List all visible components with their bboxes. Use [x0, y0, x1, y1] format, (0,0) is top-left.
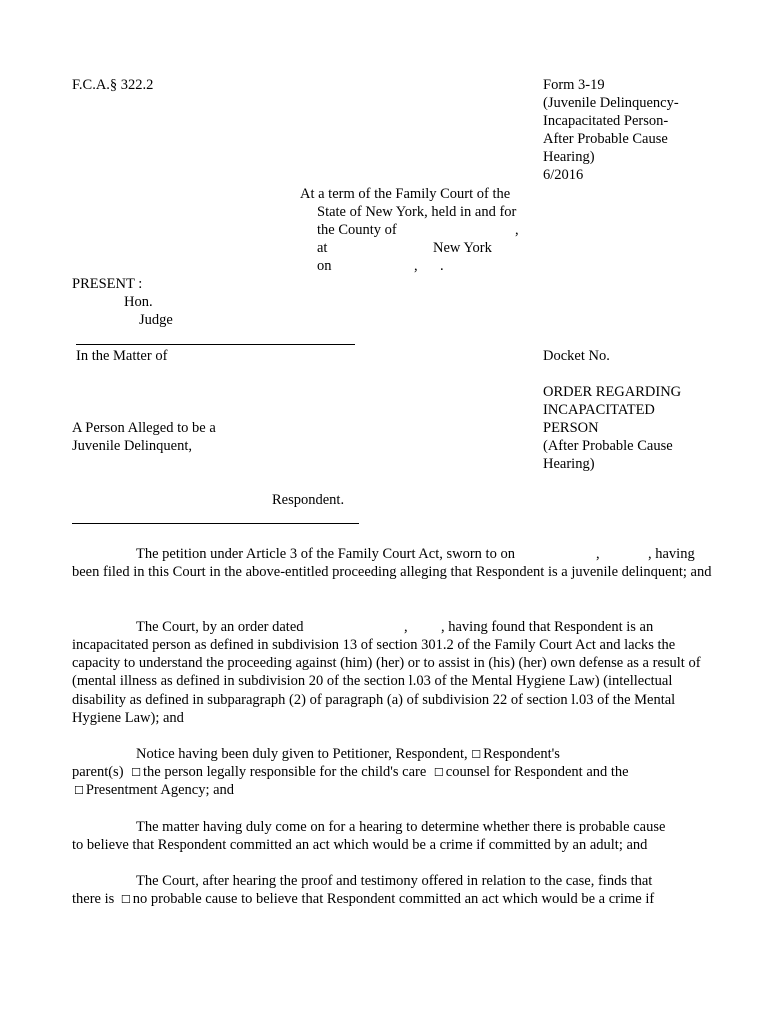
notice-line	[74, 781, 234, 800]
form-date: 6/2016	[543, 167, 584, 183]
statute-reference: F.C.A.§ 322.2	[72, 77, 154, 93]
form-description-line: Incapacitated Person-	[543, 113, 669, 129]
order-title-line: (After Probable Cause	[543, 438, 673, 454]
respondent-parent-label: Respondent's	[483, 746, 560, 762]
counsel-checkbox[interactable]: ☐	[433, 766, 444, 779]
notice-line	[136, 745, 560, 764]
docket-label: Docket No.	[543, 348, 610, 364]
court-term-line: State of New York, held in and for	[317, 204, 517, 220]
date-period: .	[440, 258, 444, 274]
prior-order-paragraph: incapacitated person as defined in subdivision 13 of section 301.2 of the Family Court Act and lacks the capacity to understand the proceeding against (him) (her) or to assist in (his) (her) own defense as a result of (mental illness as defined in subdivision 20 of the section l.03 of the Mental Hygiene Law) (intellectual disability as defined in subparagraph (2) of paragraph (a) of subdivision 22 of section l.03 of the Mental Hygiene Law); and	[72, 637, 701, 726]
order-title-line: PERSON	[543, 420, 599, 436]
order-title-line: ORDER REGARDING	[543, 384, 682, 400]
no-probable-cause-checkbox[interactable]: ☐	[120, 893, 131, 906]
judge-label: Judge	[139, 312, 173, 328]
petition-paragraph-start: The petition under Article 3 of the Family Court Act, sworn to on	[136, 546, 515, 562]
court-term-line: At a term of the Family Court of the	[300, 186, 511, 202]
no-probable-cause-text: no probable cause to believe that Respondent committed an act which would be a crime if	[132, 891, 655, 907]
petition-paragraph: been filed in this Court in the above-entitled proceeding alleging that Respondent is a juvenile delinquent; and	[72, 564, 712, 580]
prior-order-finding: , having found that Respondent is an	[441, 619, 654, 635]
state-name: New York	[433, 240, 492, 256]
there-is-label: there is	[72, 891, 115, 907]
form-description-line: After Probable Cause	[543, 131, 668, 147]
petition-having: , having	[648, 546, 695, 562]
hearing-paragraph-line: to believe that Respondent committed an act which would be a crime if committed by an adult; and	[72, 837, 648, 853]
date-comma: ,	[414, 258, 418, 274]
order-title-line: INCAPACITATED	[543, 402, 655, 418]
respondent-parent-checkbox[interactable]: ☐	[471, 748, 482, 761]
order-title-line: Hearing)	[543, 456, 595, 472]
hearing-paragraph-line: The matter having duly come on for a hearing to determine whether there is probable cause	[136, 819, 666, 835]
location-label: at	[317, 240, 328, 256]
prior-order-comma: ,	[404, 619, 408, 635]
in-matter-label: In the Matter of	[76, 348, 168, 364]
notice-text: Notice having been duly given to Petitioner, Respondent,	[136, 746, 468, 762]
honorable-label: Hon.	[124, 294, 153, 310]
county-comma: ,	[515, 222, 519, 238]
caption-top-rule	[76, 344, 355, 345]
alleged-person-line: Juvenile Delinquent,	[72, 438, 193, 454]
presentment-agency-checkbox[interactable]: ☐	[74, 784, 84, 797]
parents-label: parent(s)	[72, 764, 124, 780]
caption-bottom-rule	[72, 523, 359, 524]
petition-date-comma: ,	[596, 546, 600, 562]
finding-paragraph-line: The Court, after hearing the proof and testimony offered in relation to the case, finds that	[136, 873, 653, 889]
county-label: the County of	[317, 222, 397, 238]
counsel-label: counsel for Respondent and the	[445, 764, 629, 780]
prior-order-paragraph-start: The Court, by an order dated	[136, 619, 304, 635]
present-label: PRESENT :	[72, 276, 143, 292]
alleged-person-line: A Person Alleged to be a	[72, 420, 216, 436]
date-label: on	[317, 258, 332, 274]
notice-line	[72, 763, 629, 782]
legal-guardian-label: the person legally responsible for the child's care	[143, 764, 427, 780]
form-description-line: Hearing)	[543, 149, 595, 165]
respondent-label: Respondent.	[272, 492, 345, 508]
form-number: Form 3-19	[543, 77, 605, 93]
presentment-agency-label: Presentment Agency; and	[85, 782, 235, 798]
finding-paragraph-line	[72, 890, 654, 909]
legal-guardian-checkbox[interactable]: ☐	[131, 766, 142, 779]
form-description-line: (Juvenile Delinquency-	[543, 95, 679, 111]
